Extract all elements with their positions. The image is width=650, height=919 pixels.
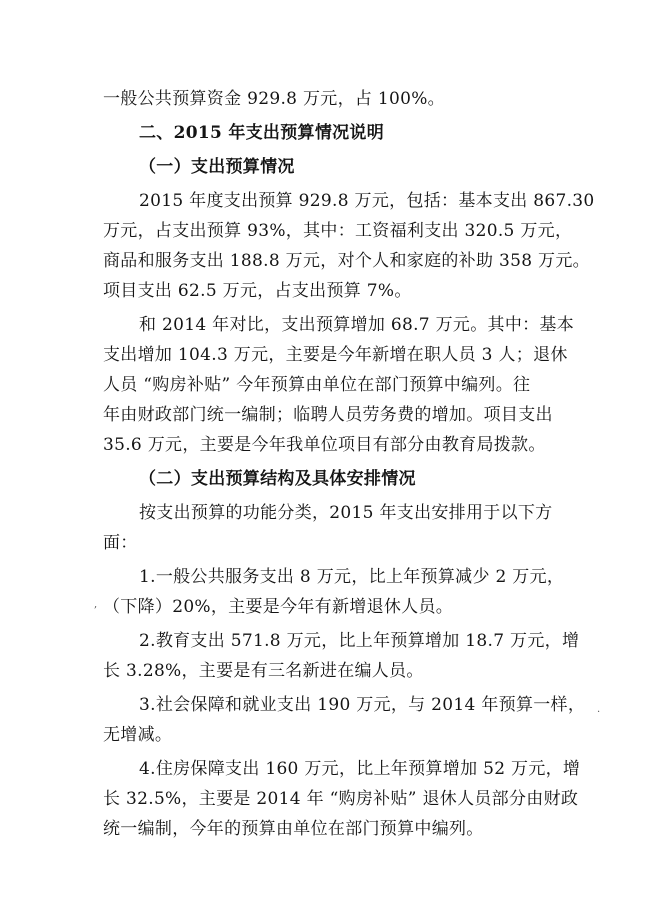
list-item: 1.一般公共服务支出 8 万元，比上年预算减少 2 万元， — [139, 567, 565, 587]
text-line: 年由财政部门统一编制；临聘人员劳务费的增加。项目支出 — [103, 405, 553, 425]
text-line: 无增减。 — [103, 725, 173, 745]
text-line: 面： — [103, 533, 138, 553]
section-heading: 二、2015 年支出预算情况说明 — [139, 123, 385, 143]
scan-speck: , — [94, 599, 98, 610]
list-item: 3.社会保障和就业支出 190 万元，与 2014 年预算一样， — [139, 695, 586, 715]
subsection-heading: （一）支出预算情况 — [139, 157, 295, 177]
scan-speck: . — [597, 704, 601, 715]
text-line: 35.6 万元，主要是今年我单位项目有部分由教育局拨款。 — [103, 435, 546, 455]
text-line: （下降）20%，主要是今年有新增退休人员。 — [103, 597, 454, 617]
text-line: 一般公共预算资金 929.8 万元，占 100%。 — [103, 89, 445, 109]
text-line: 统一编制，今年的预算由单位在部门预算中编列。 — [103, 819, 484, 839]
list-item: 2.教育支出 571.8 万元，比上年预算增加 18.7 万元，增 — [139, 631, 580, 651]
subsection-heading: （二）支出预算结构及具体安排情况 — [139, 469, 416, 489]
list-item: 4.住房保障支出 160 万元，比上年预算增加 52 万元，增 — [139, 759, 581, 779]
document-body — [103, 84, 595, 844]
text-line: 项目支出 62.5 万元，占支出预算 7%。 — [103, 281, 412, 301]
text-line: 2015 年度支出预算 929.8 万元，包括：基本支出 867.30 — [139, 191, 595, 211]
text-line: 长 3.28%，主要是有三名新进在编人员。 — [103, 661, 424, 681]
text-line: 商品和服务支出 188.8 万元，对个人和家庭的补助 358 万元。 — [103, 251, 590, 271]
text-line: 人员 “购房补贴” 今年预算由单位在部门预算中编列。往 — [103, 375, 531, 395]
text-line: 按支出预算的功能分类，2015 年支出安排用于以下方 — [139, 503, 553, 523]
text-line: 长 32.5%，主要是 2014 年 “购房补贴” 退休人员部分由财政 — [103, 789, 579, 809]
text-line: 支出增加 104.3 万元，主要是今年新增在职人员 3 人；退休 — [103, 345, 568, 365]
text-line: 万元，占支出预算 93%，其中：工资福利支出 320.5 万元， — [103, 221, 573, 241]
text-line: 和 2014 年对比，支出预算增加 68.7 万元。其中：基本 — [139, 315, 575, 335]
